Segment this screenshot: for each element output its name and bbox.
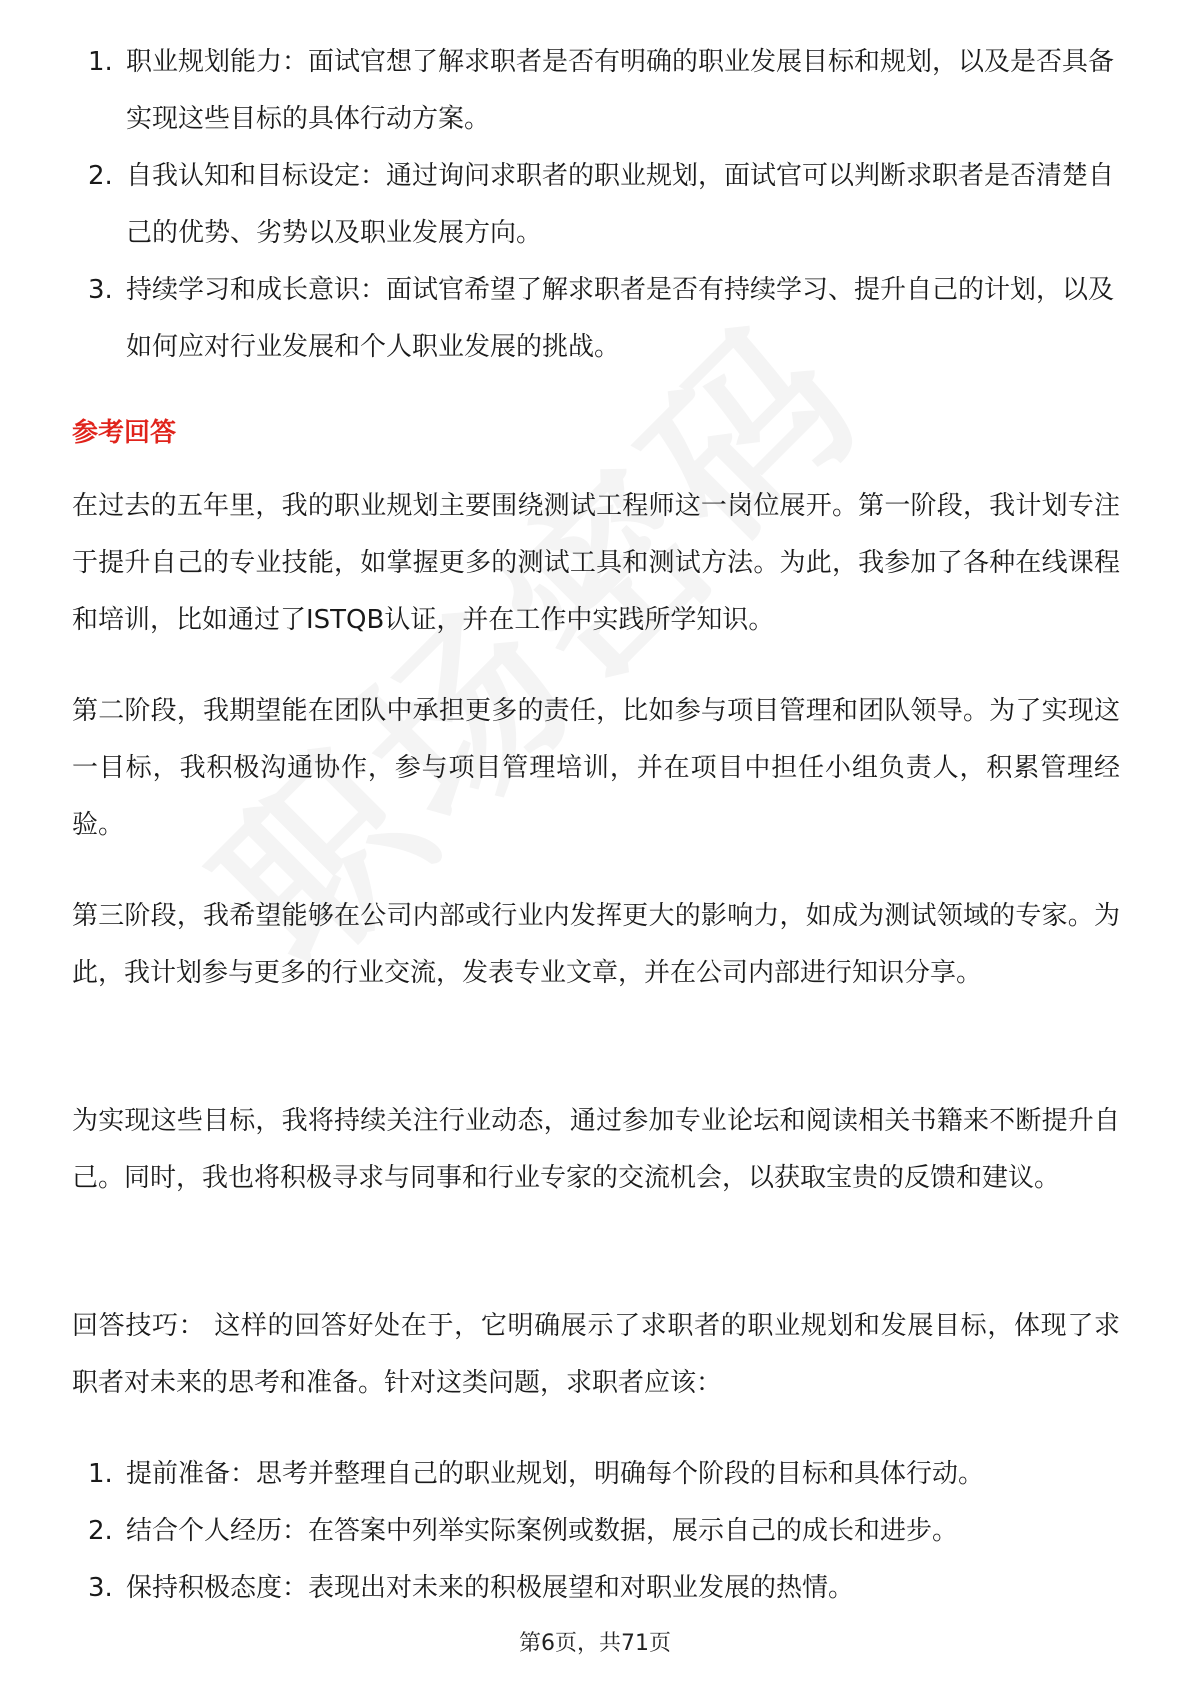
tips-list: [0, 1446, 1190, 1617]
list-number: 3.: [88, 1573, 113, 1603]
list-number: 2.: [88, 161, 113, 191]
section-heading: 参考回答: [72, 418, 177, 448]
list-text: 职业规划能力：面试官想了解求职者是否有明确的职业发展目标和规划，以及是否具备实现这些目标的具体行动方案。: [126, 47, 1115, 134]
list-number: 1.: [88, 1459, 113, 1489]
tips-intro-paragraph: 回答技巧： 这样的回答好处在于，它明确展示了求职者的职业规划和发展目标，体现了求职者对未来的思考和准备。针对这类问题，求职者应该：: [72, 1311, 1120, 1398]
list-number: 2.: [88, 1516, 113, 1546]
list-text: 自我认知和目标设定：通过询问求职者的职业规划，面试官可以判断求职者是否清楚自己的优势、劣势以及职业发展方向。: [126, 161, 1115, 248]
list-text: 提前准备：思考并整理自己的职业规划，明确每个阶段的目标和具体行动。: [126, 1459, 985, 1489]
list-text: 保持积极态度：表现出对未来的积极展望和对职业发展的热情。: [126, 1573, 855, 1603]
list-text: 结合个人经历：在答案中列举实际案例或数据，展示自己的成长和进步。: [126, 1516, 959, 1546]
answer-paragraph-2: 第二阶段，我期望能在团队中承担更多的责任，比如参与项目管理和团队领导。为了实现这一目标，我积极沟通协作，参与项目管理培训，并在项目中担任小组负责人，积累管理经验。: [72, 696, 1120, 840]
answer-paragraph-4: 为实现这些目标，我将持续关注行业动态，通过参加专业论坛和阅读相关书籍来不断提升自己。同时，我也将积极寻求与同事和行业专家的交流机会，以获取宝贵的反馈和建议。: [72, 1106, 1120, 1193]
list-item: [0, 262, 1190, 376]
list-item: [0, 34, 1190, 148]
top-list: [0, 34, 1190, 376]
list-item: [0, 1446, 1190, 1503]
page-footer: 第6页，共71页: [519, 1631, 671, 1656]
list-item: [0, 148, 1190, 262]
list-number: 1.: [88, 47, 113, 77]
list-item: [0, 1560, 1190, 1617]
answer-paragraph-1: 在过去的五年里，我的职业规划主要围绕测试工程师这一岗位展开。第一阶段，我计划专注于提升自己的专业技能，如掌握更多的测试工具和测试方法。为此，我参加了各种在线课程和培训，比如通过了ISTQB认证，并在工作中实践所学知识。: [72, 491, 1120, 635]
list-item: [0, 1503, 1190, 1560]
answer-paragraph-3: 第三阶段，我希望能够在公司内部或行业内发挥更大的影响力，如成为测试领域的专家。为此，我计划参与更多的行业交流，发表专业文章，并在公司内部进行知识分享。: [72, 901, 1120, 988]
list-number: 3.: [88, 275, 113, 305]
list-text: 持续学习和成长意识：面试官希望了解求职者是否有持续学习、提升自己的计划，以及如何应对行业发展和个人职业发展的挑战。: [126, 275, 1115, 362]
